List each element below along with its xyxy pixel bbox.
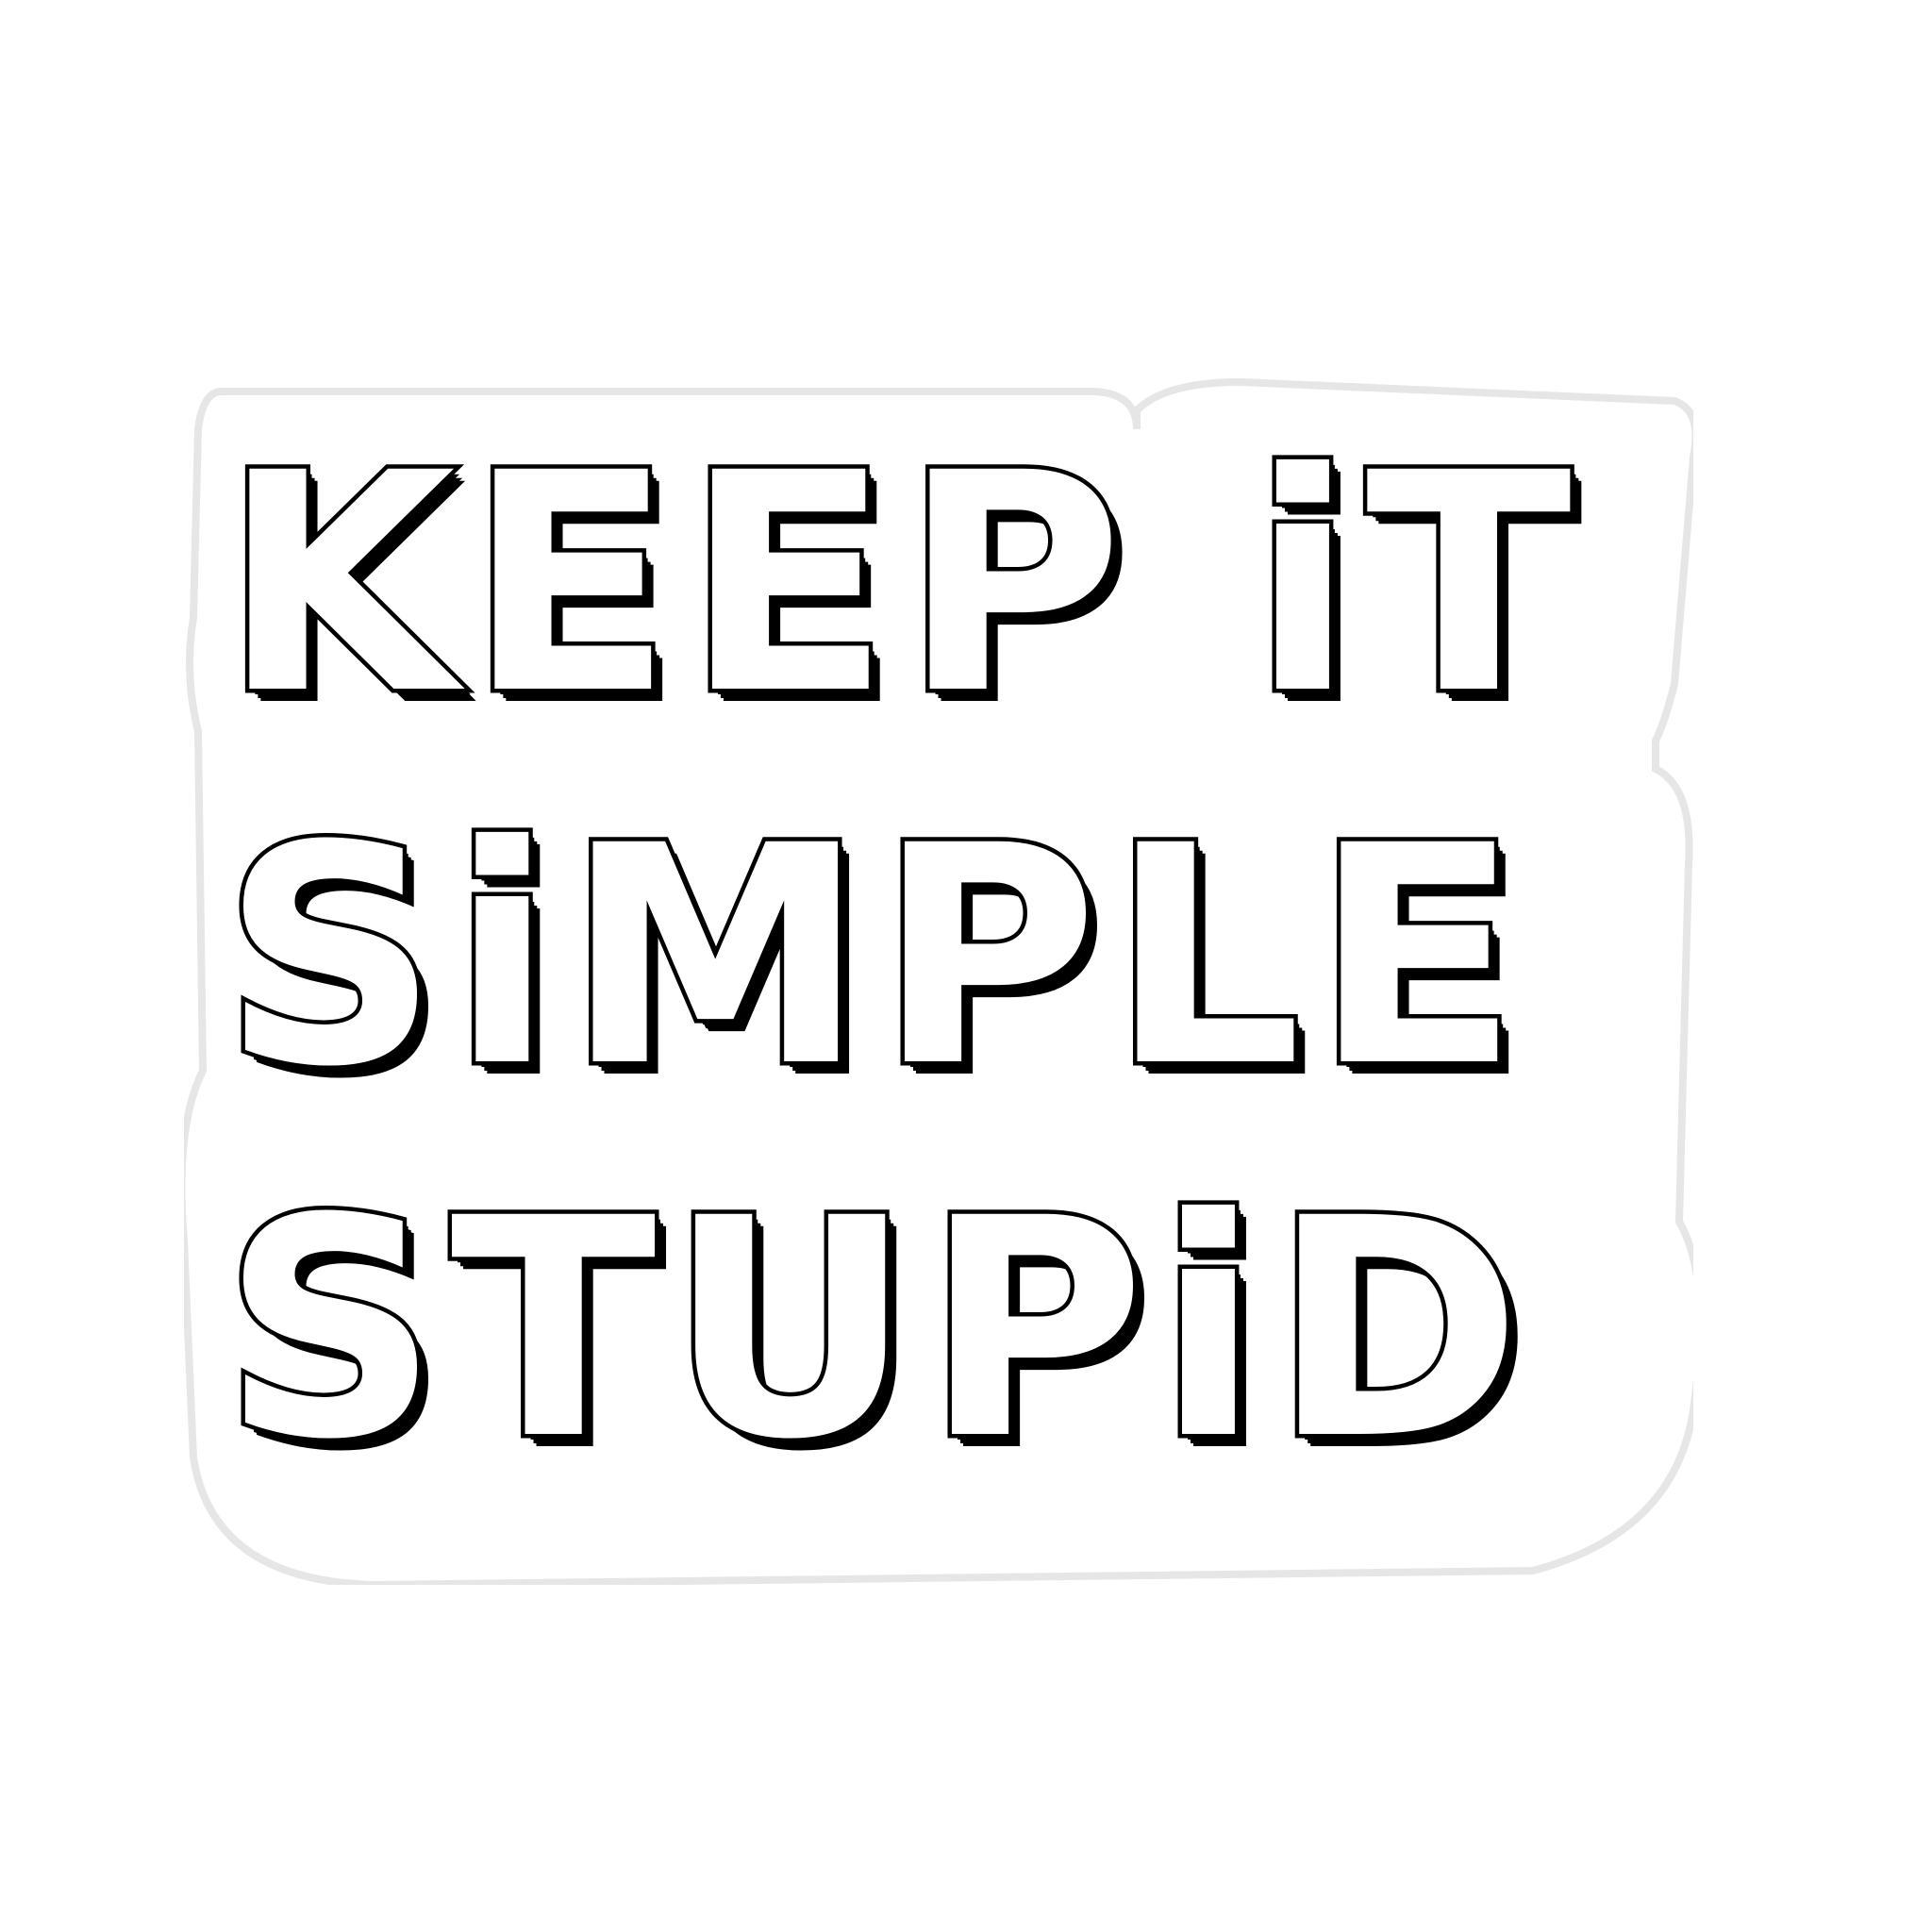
sticker [184,373,1693,1585]
sticker-text-line-3: STUPiD [222,1155,1534,1506]
sticker-text-line-2: SiMPLE [222,782,1531,1133]
sticker-text-line-1: KEEP iT [222,409,1584,760]
